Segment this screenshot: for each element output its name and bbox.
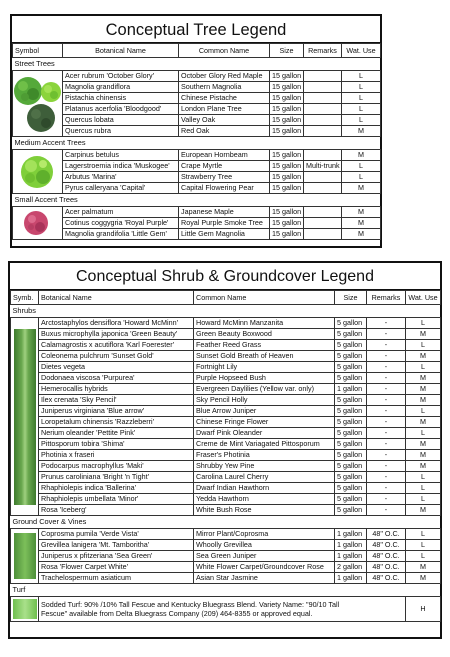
shrub-symbol-strip-swatch [14, 329, 36, 505]
table-row [13, 104, 381, 115]
remarks: 48" O.C. [367, 540, 406, 551]
size: 5 gallon [335, 340, 367, 351]
table-row [13, 115, 381, 126]
turf-swatch [13, 599, 37, 619]
remarks: 48" O.C. [367, 551, 406, 562]
common-name: Fortnight Lily [194, 362, 335, 373]
botanical-name: Trachelospermum asiaticum [39, 573, 194, 584]
table-row [13, 183, 381, 194]
water-use: L [342, 172, 381, 183]
water-use: L [406, 362, 441, 373]
common-name: Howard McMinn Manzanita [194, 318, 335, 329]
size: 5 gallon [335, 483, 367, 494]
remarks [304, 115, 342, 126]
size: 1 gallon [335, 573, 367, 584]
common-name: Japanese Maple [179, 207, 270, 218]
water-use: M [406, 573, 441, 584]
botanical-name: Loropetalum chinensis 'Razzleberri' [39, 417, 194, 428]
table-row [13, 150, 381, 161]
size: 2 gallon [335, 562, 367, 573]
size: 15 gallon [270, 93, 304, 104]
size: 5 gallon [335, 351, 367, 362]
botanical-name: Hemerocallis hybrids [39, 384, 194, 395]
size: 5 gallon [335, 329, 367, 340]
remarks: 48" O.C. [367, 529, 406, 540]
size: 5 gallon [335, 428, 367, 439]
table-row [13, 172, 381, 183]
small-tree-symbol [13, 207, 63, 240]
botanical-name: Cotinus coggygria 'Royal Purple' [63, 218, 179, 229]
remarks: - [367, 439, 406, 450]
remarks [304, 207, 342, 218]
col-common: Common Name [194, 291, 335, 305]
size: 15 gallon [270, 150, 304, 161]
size: 15 gallon [270, 172, 304, 183]
common-name: Sunset Gold Breath of Heaven [194, 351, 335, 362]
tree-legend [10, 14, 382, 248]
remarks: 48" O.C. [367, 562, 406, 573]
common-name: Capital Flowering Pear [179, 183, 270, 194]
col-common: Common Name [179, 44, 270, 58]
water-use: M [406, 505, 441, 516]
common-name: White Bush Rose [194, 505, 335, 516]
common-name: London Plane Tree [179, 104, 270, 115]
size: 15 gallon [270, 104, 304, 115]
botanical-name: Nerium oleander 'Pettite Pink' [39, 428, 194, 439]
common-name: Shrubby Yew Pine [194, 461, 335, 472]
size: 15 gallon [270, 71, 304, 82]
botanical-name: Ilex crenata 'Sky Pencil' [39, 395, 194, 406]
size: 5 gallon [335, 439, 367, 450]
botanical-name: Buxus microphylla japonica 'Green Beauty' [39, 329, 194, 340]
botanical-name: Pistachia chinensis [63, 93, 179, 104]
botanical-name: Juniperus x pfitzeriana 'Sea Green' [39, 551, 194, 562]
common-name: Chinese Fringe Flower [194, 417, 335, 428]
table-row [13, 207, 381, 218]
table-row [11, 562, 441, 573]
table-row [11, 362, 441, 373]
water-use: H [406, 597, 441, 622]
botanical-name: Acer palmatum [63, 207, 179, 218]
size: 15 gallon [270, 229, 304, 240]
table-row [11, 329, 441, 340]
col-remarks: Remarks [304, 44, 342, 58]
botanical-name: Quercus lobata [63, 115, 179, 126]
botanical-name: Rosa 'Flower Carpet White' [39, 562, 194, 573]
common-name: White Flower Carpet/Groundcover Rose [194, 562, 335, 573]
common-name: Feather Reed Grass [194, 340, 335, 351]
size: 5 gallon [335, 318, 367, 329]
water-use: L [406, 406, 441, 417]
water-use: M [406, 439, 441, 450]
botanical-name: Arctostaphylos densiflora 'Howard McMinn' [39, 318, 194, 329]
table-row [11, 406, 441, 417]
table-row [11, 494, 441, 505]
table-row [11, 340, 441, 351]
water-use: L [342, 93, 381, 104]
size: 5 gallon [335, 461, 367, 472]
common-name: Dwarf Indian Hawthorn [194, 483, 335, 494]
table-row [11, 540, 441, 551]
size: 15 gallon [270, 82, 304, 93]
shrub-legend-title: Conceptual Shrub & Groundcover Legend [10, 263, 440, 290]
common-name: Sea Green Juniper [194, 551, 335, 562]
size: 15 gallon [270, 207, 304, 218]
botanical-name: Magnolia grandifolia 'Little Gem' [63, 229, 179, 240]
table-row [11, 395, 441, 406]
size: 15 gallon [270, 183, 304, 194]
size: 1 gallon [335, 540, 367, 551]
remarks [304, 183, 342, 194]
table-row [11, 373, 441, 384]
common-name: Green Beauty Boxwood [194, 329, 335, 340]
remarks [304, 82, 342, 93]
shrub-rows [11, 318, 441, 516]
ground-cover-symbol-strip [11, 529, 39, 584]
water-use: L [342, 115, 381, 126]
water-use: L [406, 428, 441, 439]
remarks [304, 93, 342, 104]
street-tree-symbols-icon [13, 74, 63, 134]
water-use: M [342, 183, 381, 194]
common-name: Crape Myrtle [179, 161, 270, 172]
remarks [304, 150, 342, 161]
botanical-name: Juniperus virginiana 'Blue arrow' [39, 406, 194, 417]
remarks: Multi-trunk [304, 161, 342, 172]
water-use: M [406, 373, 441, 384]
col-size: Size [270, 44, 304, 58]
turf-row [11, 597, 441, 622]
section-medium-accent-trees: Medium Accent Trees [13, 137, 381, 150]
common-name: Carolina Laurel Cherry [194, 472, 335, 483]
table-row [11, 439, 441, 450]
col-size: Size [335, 291, 367, 305]
water-use: L [406, 483, 441, 494]
table-row [13, 71, 381, 82]
table-row [11, 384, 441, 395]
water-use: M [406, 351, 441, 362]
water-use: L [406, 472, 441, 483]
remarks: - [367, 395, 406, 406]
water-use: L [406, 340, 441, 351]
botanical-name: Lagerstroemia indica 'Muskogee' [63, 161, 179, 172]
remarks [304, 71, 342, 82]
remarks: - [367, 461, 406, 472]
common-name: Mirror Plant/Coprosma [194, 529, 335, 540]
remarks [304, 218, 342, 229]
water-use: M [406, 384, 441, 395]
botanical-name: Grevillea lanigera 'Mt. Tamboritha' [39, 540, 194, 551]
common-name: Valley Oak [179, 115, 270, 126]
water-use: L [342, 71, 381, 82]
remarks: - [367, 505, 406, 516]
water-use: M [406, 395, 441, 406]
botanical-name: Coprosma pumila 'Verde Vista' [39, 529, 194, 540]
table-row [11, 351, 441, 362]
tree-legend-title: Conceptual Tree Legend [12, 16, 380, 43]
water-use: M [406, 329, 441, 340]
table-row [13, 126, 381, 137]
table-row [11, 318, 441, 329]
remarks: - [367, 450, 406, 461]
table-row [13, 218, 381, 229]
shrub-header-row [11, 291, 441, 305]
table-row [11, 483, 441, 494]
remarks: - [367, 318, 406, 329]
size: 5 gallon [335, 505, 367, 516]
common-name: Strawberry Tree [179, 172, 270, 183]
table-row [11, 573, 441, 584]
table-row [11, 461, 441, 472]
col-botanical: Botanical Name [39, 291, 194, 305]
size: 5 gallon [335, 362, 367, 373]
water-use: L [342, 82, 381, 93]
size: 15 gallon [270, 218, 304, 229]
ground-cover-symbol-strip-swatch [14, 533, 36, 579]
table-row [11, 529, 441, 540]
size: 15 gallon [270, 161, 304, 172]
botanical-name: Pyrus calleryana 'Capital' [63, 183, 179, 194]
botanical-name: Rhaphiolepis umbellata 'Minor' [39, 494, 194, 505]
section-ground-cover: Ground Cover & Vines [11, 516, 441, 529]
common-name: Southern Magnolia [179, 82, 270, 93]
botanical-name: Rhaphiolepis indica 'Ballerina' [39, 483, 194, 494]
botanical-name: Rosa 'Iceberg' [39, 505, 194, 516]
remarks: 48" O.C. [367, 573, 406, 584]
common-name: Blue Arrow Juniper [194, 406, 335, 417]
botanical-name: Dietes vegeta [39, 362, 194, 373]
common-name: Red Oak [179, 126, 270, 137]
size: 1 gallon [335, 384, 367, 395]
small-tree-icon [13, 208, 63, 238]
water-use: M [342, 207, 381, 218]
table-row [11, 472, 441, 483]
water-use: L [406, 318, 441, 329]
ground-cover-rows [11, 529, 441, 584]
common-name: October Glory Red Maple [179, 71, 270, 82]
section-row [11, 584, 441, 597]
remarks [304, 104, 342, 115]
remarks: - [367, 483, 406, 494]
remarks: - [367, 417, 406, 428]
remarks [304, 172, 342, 183]
common-name: Evergreen Daylilies (Yellow var. only) [194, 384, 335, 395]
table-row [11, 450, 441, 461]
shrub-legend-table [10, 290, 441, 622]
water-use: M [406, 417, 441, 428]
common-name: Purple Hopseed Bush [194, 373, 335, 384]
water-use: M [406, 461, 441, 472]
size: 1 gallon [335, 529, 367, 540]
col-water: Wat. Use [406, 291, 441, 305]
medium-tree-symbol [13, 150, 63, 194]
turf-note-line2: Fescue" available from Delta Bluegrass Company (209) 464-8355 or approved equal. [41, 609, 313, 618]
size: 15 gallon [270, 126, 304, 137]
common-name: Sky Pencil Holly [194, 395, 335, 406]
table-row [11, 417, 441, 428]
common-name: Creme de Mint Variagated Pittosporum [194, 439, 335, 450]
water-use: M [342, 218, 381, 229]
turf-symbol [11, 597, 39, 622]
remarks: - [367, 340, 406, 351]
table-row [11, 428, 441, 439]
botanical-name: Calamagrostis x acutiflora 'Karl Foerester' [39, 340, 194, 351]
remarks: - [367, 351, 406, 362]
botanical-name: Carpinus betulus [63, 150, 179, 161]
table-row [13, 82, 381, 93]
remarks: - [367, 494, 406, 505]
table-row [11, 551, 441, 562]
section-row [11, 516, 441, 529]
common-name: Little Gem Magnolia [179, 229, 270, 240]
turf-note-line1: Sodded Turf: 90% /10% Tall Fescue and Kentucky Bluegrass Blend. Variety Name: "90/10 Tall [41, 600, 340, 609]
section-shrubs: Shrubs [11, 305, 441, 318]
remarks: - [367, 373, 406, 384]
water-use: M [406, 450, 441, 461]
size: 1 gallon [335, 551, 367, 562]
water-use: L [406, 551, 441, 562]
section-row [11, 305, 441, 318]
table-row [13, 161, 381, 172]
common-name: Fraser's Photinia [194, 450, 335, 461]
botanical-name: Dodonaea viscosa 'Purpurea' [39, 373, 194, 384]
size: 5 gallon [335, 417, 367, 428]
table-row [11, 505, 441, 516]
size: 5 gallon [335, 494, 367, 505]
tree-legend-table [12, 43, 381, 240]
water-use: M [342, 126, 381, 137]
botanical-name: Coleonema pulchrum 'Sunset Gold' [39, 351, 194, 362]
col-symbol: Symbol [13, 44, 63, 58]
col-remarks: Remarks [367, 291, 406, 305]
section-small-accent-trees: Small Accent Trees [13, 194, 381, 207]
section-row [13, 194, 381, 207]
water-use: M [342, 150, 381, 161]
size: 5 gallon [335, 373, 367, 384]
table-row [13, 229, 381, 240]
remarks: - [367, 428, 406, 439]
common-name: Royal Purple Smoke Tree [179, 218, 270, 229]
common-name: Whoolly Grevillea [194, 540, 335, 551]
remarks: - [367, 406, 406, 417]
size: 5 gallon [335, 395, 367, 406]
common-name: Asian Star Jasmine [194, 573, 335, 584]
common-name: Chinese Pistache [179, 93, 270, 104]
botanical-name: Podocarpus macrophyllus 'Maki' [39, 461, 194, 472]
col-botanical: Botanical Name [63, 44, 179, 58]
size: 15 gallon [270, 115, 304, 126]
common-name: Yedda Hawthorn [194, 494, 335, 505]
remarks [304, 229, 342, 240]
water-use: L [406, 540, 441, 551]
table-row [13, 93, 381, 104]
medium-tree-icon [13, 152, 63, 192]
remarks: - [367, 472, 406, 483]
street-tree-symbols [13, 71, 63, 137]
water-use: L [406, 494, 441, 505]
water-use: L [342, 161, 381, 172]
remarks: - [367, 329, 406, 340]
remarks: - [367, 384, 406, 395]
botanical-name: Magnolia grandiflora [63, 82, 179, 93]
water-use: M [342, 229, 381, 240]
shrub-symbol-strip [11, 318, 39, 516]
col-symbol: Symb. [11, 291, 39, 305]
size: 5 gallon [335, 450, 367, 461]
common-name: Dwarf Pink Oleander [194, 428, 335, 439]
col-water: Wat. Use [342, 44, 381, 58]
common-name: European Hornbeam [179, 150, 270, 161]
size: 5 gallon [335, 406, 367, 417]
section-turf: Turf [11, 584, 441, 597]
botanical-name: Pittosporum tobira 'Shima' [39, 439, 194, 450]
botanical-name: Photinia x fraseri [39, 450, 194, 461]
section-row [13, 137, 381, 150]
water-use: M [406, 562, 441, 573]
remarks: - [367, 362, 406, 373]
botanical-name: Acer rubrum 'October Glory' [63, 71, 179, 82]
botanical-name: Quercus rubra [63, 126, 179, 137]
botanical-name: Platanus acerfolia 'Bloodgood' [63, 104, 179, 115]
botanical-name: Prunus caroliniana 'Bright 'n Tight' [39, 472, 194, 483]
water-use: L [406, 529, 441, 540]
tree-header-row [13, 44, 381, 58]
botanical-name: Arbutus 'Marina' [63, 172, 179, 183]
size: 5 gallon [335, 472, 367, 483]
remarks [304, 126, 342, 137]
shrub-legend [8, 261, 442, 639]
section-row [13, 58, 381, 71]
turf-note [39, 597, 406, 622]
water-use: L [342, 104, 381, 115]
section-street-trees: Street Trees [13, 58, 381, 71]
